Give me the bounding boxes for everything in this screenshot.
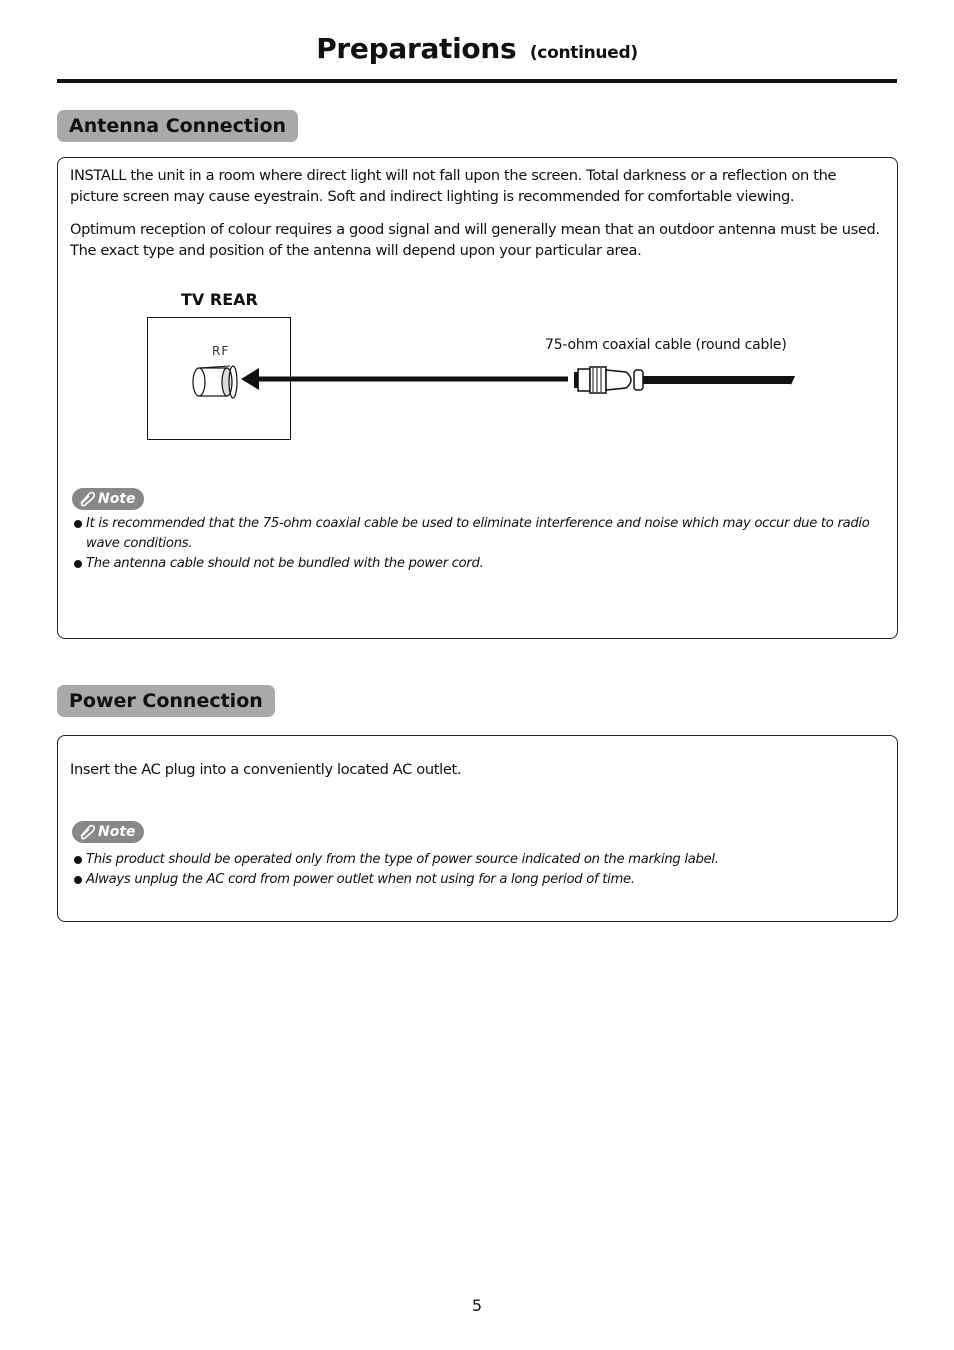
title-divider	[57, 79, 897, 83]
paperclip-icon	[78, 491, 96, 507]
coaxial-cable-icon	[643, 376, 795, 385]
tv-rear-label: TV REAR	[181, 290, 258, 309]
rf-label: RF	[212, 344, 230, 358]
page-title-text: Preparations	[316, 32, 517, 65]
power-section-heading: Power Connection	[57, 685, 275, 717]
antenna-note-badge	[72, 488, 144, 510]
rf-jack-icon	[193, 366, 237, 398]
antenna-note-list	[72, 514, 892, 574]
antenna-diagram	[58, 158, 899, 458]
power-section-box	[57, 735, 898, 922]
list-item: This product should be operated only from the type of power source indicated on the marking label.	[72, 850, 892, 870]
power-note-list	[72, 850, 892, 890]
power-paragraph: Insert the AC plug into a conveniently located AC outlet.	[70, 761, 462, 778]
page-title	[0, 32, 954, 65]
connect-arrow-icon	[241, 368, 568, 390]
antenna-paragraph-1: INSTALL the unit in a room where direct light will not fall upon the screen. Total darkness or a reflection on the picture screen may cause eyestrain. Soft and indirect lighting is recommended for comfortable viewing.	[70, 167, 837, 205]
list-item: Always unplug the AC cord from power outlet when not using for a long period of time.	[72, 870, 892, 890]
antenna-note-label: Note	[98, 491, 136, 507]
antenna-section-box	[57, 157, 898, 639]
page-number: 5	[471, 1296, 483, 1315]
coaxial-plug-icon	[574, 367, 643, 393]
power-note-badge	[72, 821, 144, 843]
cable-label: 75-ohm coaxial cable (round cable)	[545, 337, 787, 353]
power-note-label: Note	[98, 824, 136, 840]
paperclip-icon	[78, 824, 96, 840]
antenna-section-heading: Antenna Connection	[57, 110, 298, 142]
list-item: The antenna cable should not be bundled with the power cord.	[72, 554, 892, 574]
antenna-paragraph-2: Optimum reception of colour requires a good signal and will generally mean that an outdoor antenna must be used. The exact type and position of the antenna will depend upon your particular area.	[70, 221, 880, 259]
page-subtitle: (continued)	[529, 43, 638, 63]
list-item: It is recommended that the 75-ohm coaxial cable be used to eliminate interference and noise which may occur due to radio wave conditions.	[72, 514, 892, 554]
